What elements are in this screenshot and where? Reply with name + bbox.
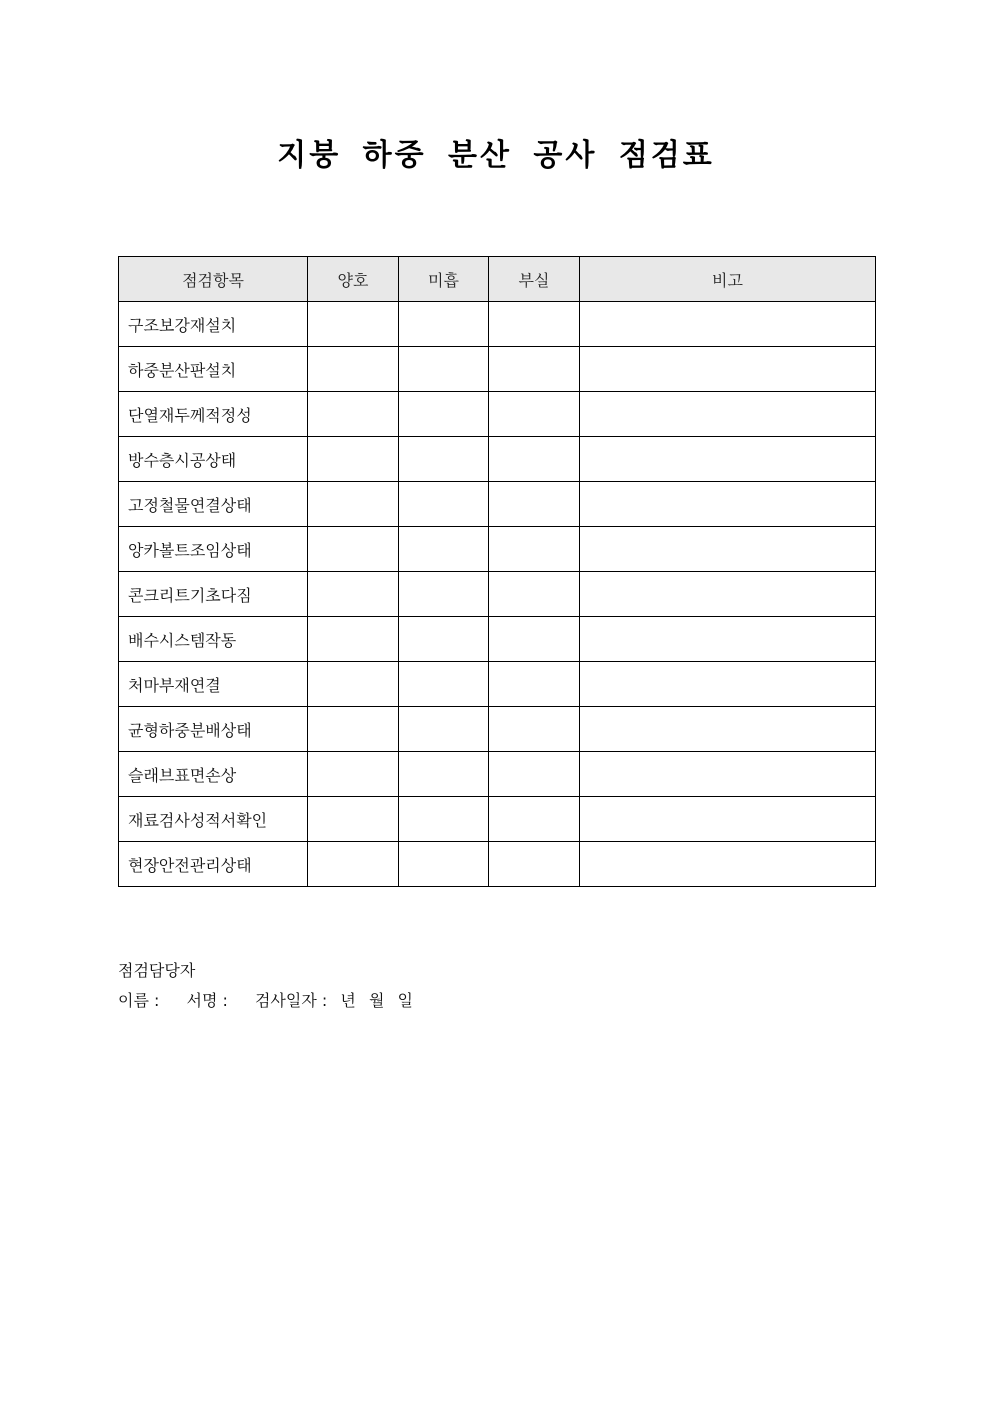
remarks-cell[interactable] [580,302,876,347]
inspection-table [118,256,876,887]
inspection-item-cell: 고정철물연결상태 [119,482,308,527]
good-cell[interactable] [308,572,399,617]
table-row [119,437,876,482]
table-row [119,752,876,797]
name-label: 이름 : [118,991,160,1010]
inspection-item-cell: 현장안전관리상태 [119,842,308,887]
year-label: 년 [340,991,356,1010]
inspection-item-cell: 단열재두께적정성 [119,392,308,437]
remarks-cell[interactable] [580,347,876,392]
remarks-cell[interactable] [580,797,876,842]
day-label: 일 [397,991,413,1010]
inspection-item-cell: 하중분산판설치 [119,347,308,392]
remarks-cell[interactable] [580,707,876,752]
bad-cell[interactable] [489,392,580,437]
remarks-cell[interactable] [580,572,876,617]
table-row [119,842,876,887]
good-cell[interactable] [308,437,399,482]
inspection-item-cell: 방수층시공상태 [119,437,308,482]
table-row [119,662,876,707]
poor-cell[interactable] [399,392,489,437]
inspector-footer [118,956,413,1016]
inspection-item-cell: 콘크리트기초다짐 [119,572,308,617]
table-row [119,302,876,347]
good-cell[interactable] [308,842,399,887]
header-inspection-item: 점검항목 [119,257,308,302]
good-cell[interactable] [308,752,399,797]
poor-cell[interactable] [399,752,489,797]
bad-cell[interactable] [489,707,580,752]
good-cell[interactable] [308,662,399,707]
remarks-cell[interactable] [580,437,876,482]
remarks-cell[interactable] [580,662,876,707]
poor-cell[interactable] [399,437,489,482]
remarks-cell[interactable] [580,392,876,437]
good-cell[interactable] [308,302,399,347]
poor-cell[interactable] [399,527,489,572]
inspector-label: 점검담당자 [118,961,196,980]
inspection-item-cell: 배수시스템작동 [119,617,308,662]
header-poor: 미흡 [399,257,489,302]
inspection-item-cell: 앙카볼트조임상태 [119,527,308,572]
remarks-cell[interactable] [580,527,876,572]
remarks-cell[interactable] [580,752,876,797]
table-row [119,392,876,437]
poor-cell[interactable] [399,662,489,707]
good-cell[interactable] [308,527,399,572]
table-row [119,707,876,752]
header-remarks: 비고 [580,257,876,302]
good-cell[interactable] [308,617,399,662]
document-title: 지붕 하중 분산 공사 점검표 [277,138,715,173]
inspection-item-cell: 슬래브표면손상 [119,752,308,797]
good-cell[interactable] [308,797,399,842]
poor-cell[interactable] [399,797,489,842]
remarks-cell[interactable] [580,842,876,887]
inspection-date-label: 검사일자 : [254,991,328,1010]
inspection-item-cell: 구조보강재설치 [119,302,308,347]
good-cell[interactable] [308,707,399,752]
poor-cell[interactable] [399,617,489,662]
bad-cell[interactable] [489,482,580,527]
table-row [119,347,876,392]
signature-label: 서명 : [186,991,228,1010]
poor-cell[interactable] [399,482,489,527]
table-row [119,617,876,662]
bad-cell[interactable] [489,752,580,797]
poor-cell[interactable] [399,302,489,347]
poor-cell[interactable] [399,707,489,752]
table-row [119,482,876,527]
remarks-cell[interactable] [580,617,876,662]
good-cell[interactable] [308,347,399,392]
table-header-row [119,257,876,302]
bad-cell[interactable] [489,617,580,662]
table-row [119,572,876,617]
poor-cell[interactable] [399,842,489,887]
good-cell[interactable] [308,482,399,527]
bad-cell[interactable] [489,572,580,617]
remarks-cell[interactable] [580,482,876,527]
bad-cell[interactable] [489,437,580,482]
table-row [119,527,876,572]
bad-cell[interactable] [489,347,580,392]
header-bad: 부실 [489,257,580,302]
good-cell[interactable] [308,392,399,437]
inspection-item-cell: 균형하중분배상태 [119,707,308,752]
bad-cell[interactable] [489,662,580,707]
poor-cell[interactable] [399,572,489,617]
table-row [119,797,876,842]
bad-cell[interactable] [489,527,580,572]
bad-cell[interactable] [489,797,580,842]
header-good: 양호 [308,257,399,302]
signature-line [118,986,413,1016]
bad-cell[interactable] [489,302,580,347]
inspection-item-cell: 처마부재연결 [119,662,308,707]
month-label: 월 [368,991,385,1010]
inspection-item-cell: 재료검사성적서확인 [119,797,308,842]
bad-cell[interactable] [489,842,580,887]
poor-cell[interactable] [399,347,489,392]
